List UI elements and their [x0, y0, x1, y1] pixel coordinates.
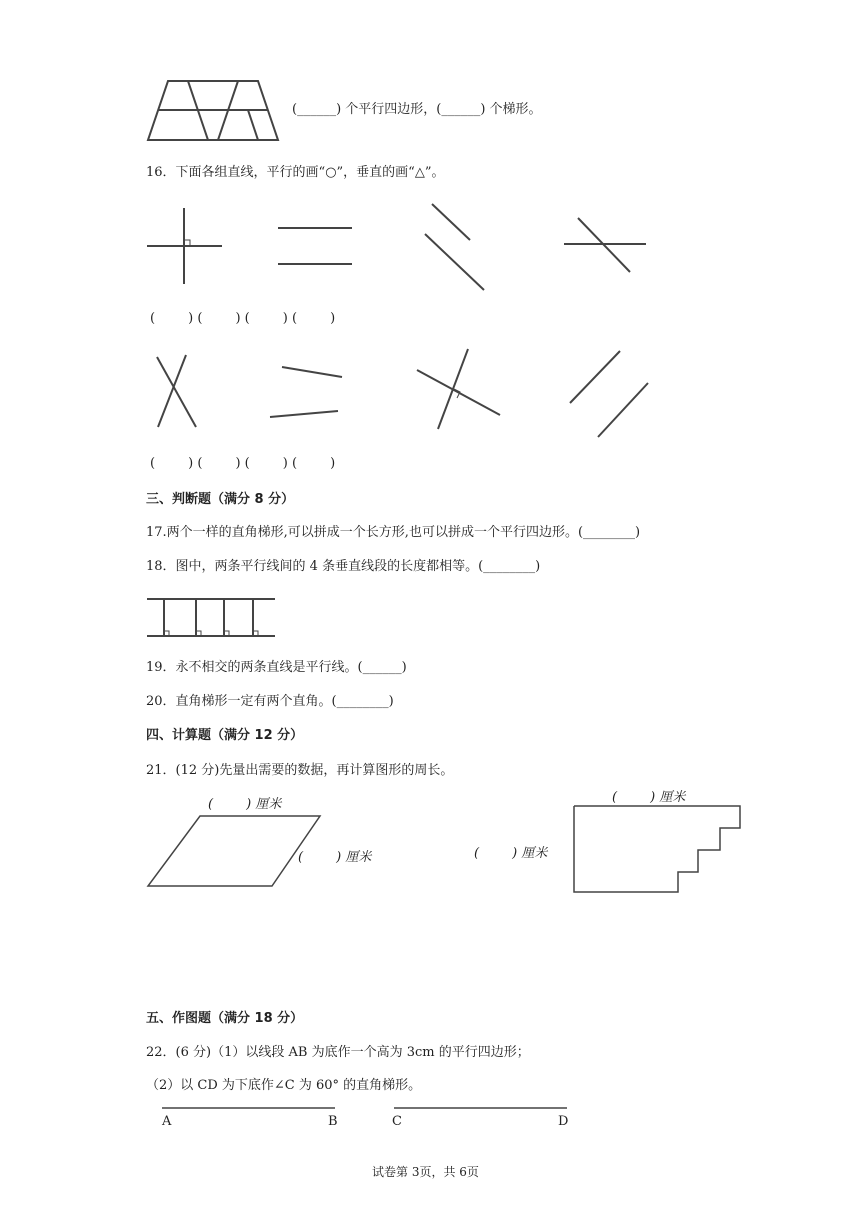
q22-question-part1: 22．(6 分)（1）以线段 AB 为底作一个高为 3cm 的平行四边形；: [146, 1045, 530, 1060]
label-d: D: [558, 1114, 569, 1129]
staircase-top-label: ( ) 厘米: [612, 790, 686, 805]
q18-question: 18．图中，两条平行线间的 4 条垂直线段的长度都相等。(________): [146, 559, 541, 574]
segment-ab: [160, 1104, 340, 1112]
line-pairs-row-2: [140, 345, 660, 445]
line-pairs-row-1: [140, 200, 660, 300]
q19-question: 19．永不相交的两条直线是平行线。(______): [146, 660, 407, 675]
parallelogram-figure: [144, 812, 324, 892]
page-footer: 试卷第 3页，共 6页: [372, 1165, 479, 1179]
q15-answer-text: (______) 个平行四边形，(______) 个梯形。: [292, 102, 542, 117]
parallelogram-top-label: ( ) 厘米: [208, 797, 282, 812]
q16-row2-blanks: ( ) ( ) ( ) ( ): [150, 456, 336, 471]
label-a: A: [162, 1114, 172, 1129]
section-3-title: 三、判断题（满分 8 分）: [146, 492, 295, 507]
label-b: B: [328, 1114, 338, 1129]
q17-question: 17.两个一样的直角梯形,可以拼成一个长方形,也可以拼成一个平行四边形。(________): [146, 525, 641, 540]
q16-row1-blanks: ( ) ( ) ( ) ( ): [150, 311, 336, 326]
trapezoid-grid-figure: [146, 78, 282, 144]
q16-question: 16．下面各组直线，平行的画“○”，垂直的画“△”。: [146, 165, 445, 180]
staircase-figure: [570, 802, 746, 896]
q20-question: 20．直角梯形一定有两个直角。(________): [146, 694, 394, 709]
label-c: C: [392, 1114, 402, 1129]
parallel-lines-figure: [145, 594, 279, 640]
section-5-title: 五、作图题（满分 18 分）: [146, 1011, 304, 1026]
q22-question-part2: （2）以 CD 为下底作∠C 为 60° 的直角梯形。: [146, 1078, 422, 1093]
section-4-title: 四、计算题（满分 12 分）: [146, 728, 304, 743]
staircase-left-label: ( ) 厘米: [474, 846, 548, 861]
segment-cd: [392, 1104, 572, 1112]
q21-question: 21．(12 分)先量出需要的数据，再计算图形的周长。: [146, 763, 454, 778]
parallelogram-side-label: ( ) 厘米: [298, 850, 372, 865]
